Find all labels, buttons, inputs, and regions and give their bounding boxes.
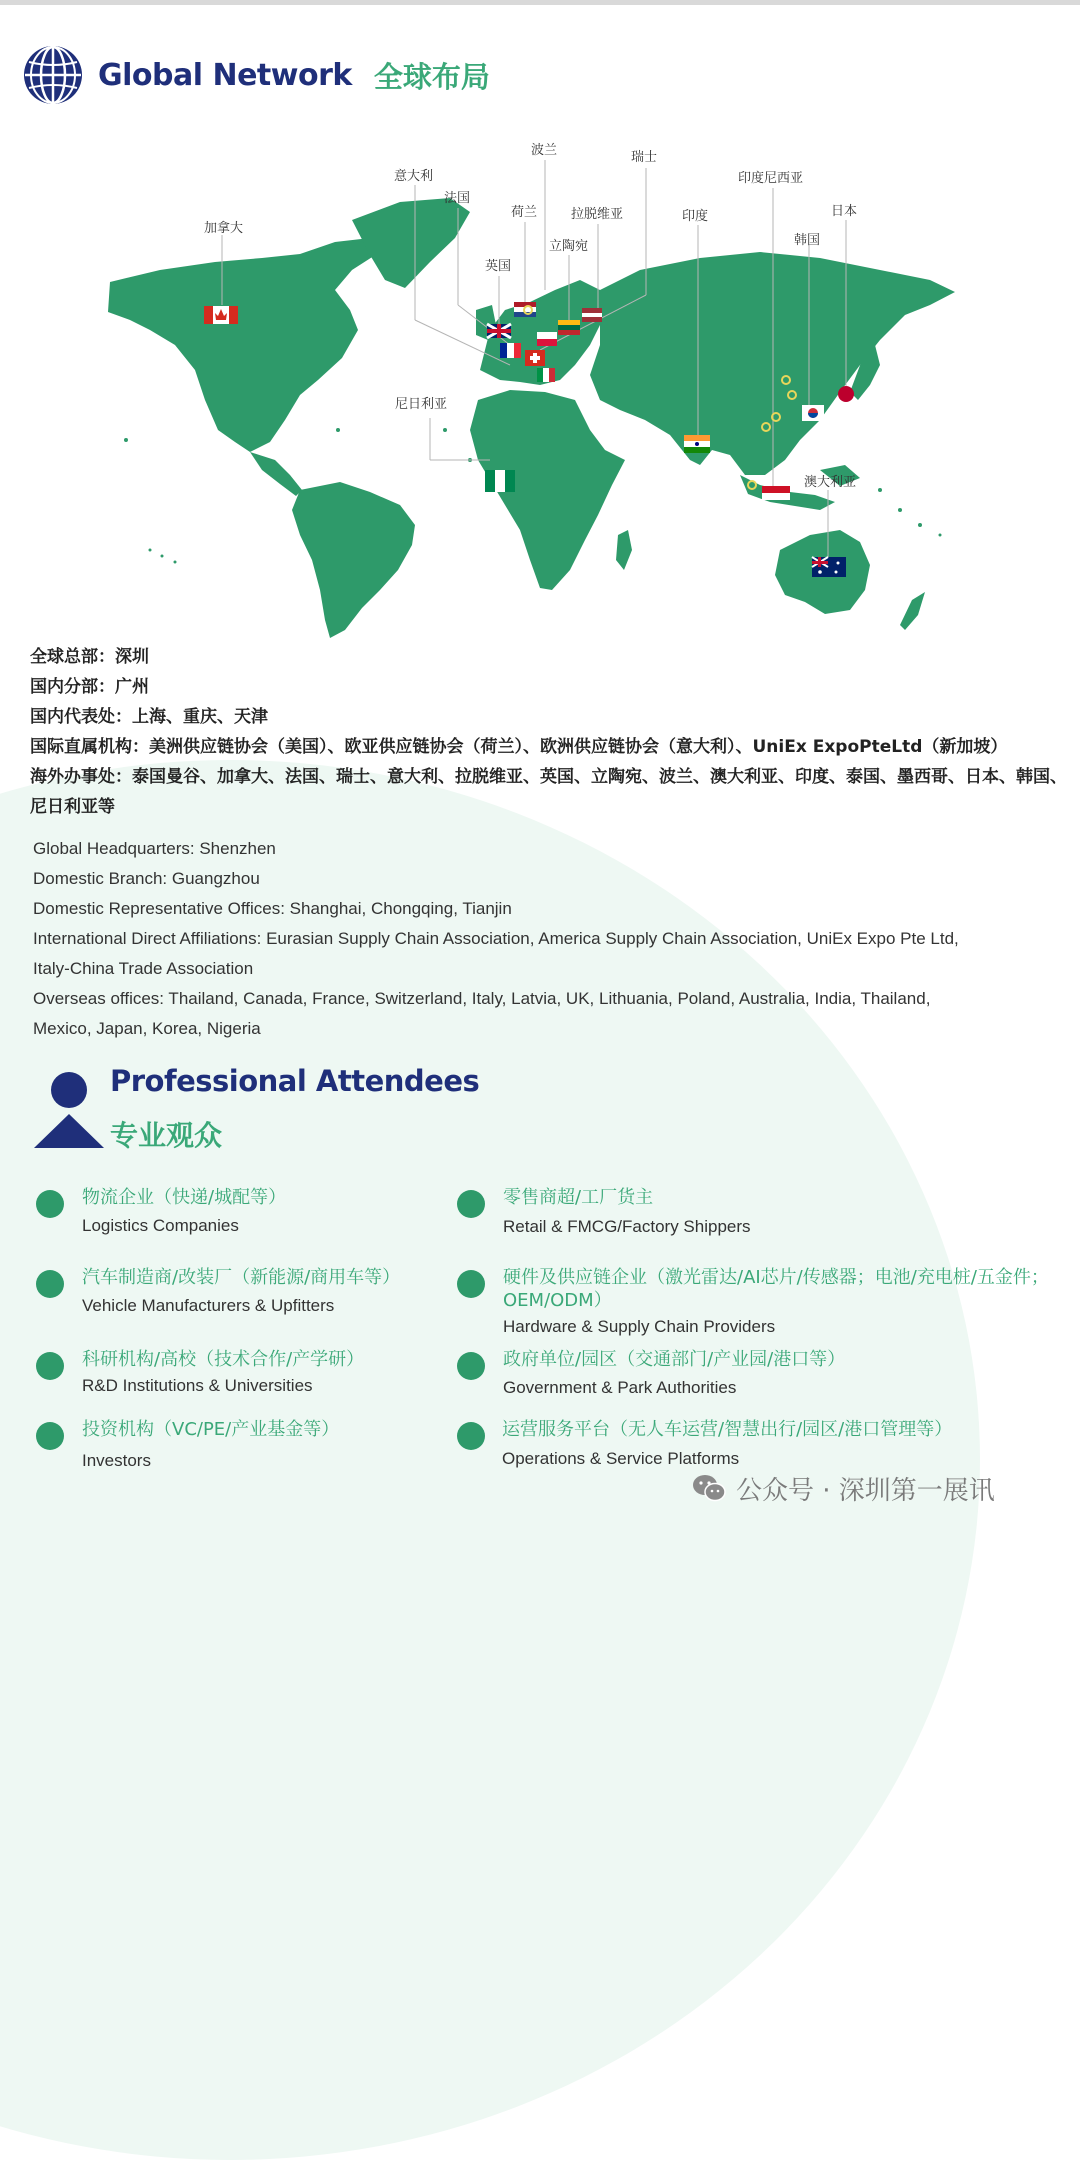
label-latvia: 拉脱维亚 xyxy=(571,207,624,222)
flag-australia xyxy=(812,557,846,577)
global-network-header xyxy=(22,42,490,108)
flag-uk xyxy=(487,324,511,338)
attendee-en: Retail & FMCG/Factory Shippers xyxy=(503,1217,751,1236)
flag-canada xyxy=(204,306,238,324)
attendees-title-en: Professional Attendees xyxy=(110,1064,480,1098)
bullet-dot xyxy=(457,1270,485,1298)
info-line-en: Domestic Branch: Guangzhou xyxy=(33,869,260,888)
person-icon-head xyxy=(51,1072,87,1108)
info-line-zh: 国内代表处：上海、重庆、天津 xyxy=(30,707,268,727)
section-title-zh: 全球布局 xyxy=(373,59,490,94)
label-korea: 韩国 xyxy=(794,233,821,248)
flag-poland xyxy=(537,332,557,346)
label-australia: 澳大利亚 xyxy=(804,475,857,490)
info-line-en: Global Headquarters: Shenzhen xyxy=(33,839,276,858)
attendee-en: Investors xyxy=(82,1451,151,1470)
flag-latvia xyxy=(582,308,602,322)
attendee-en: Logistics Companies xyxy=(82,1216,239,1235)
attendee-zh: 汽车制造商/改装厂（新能源/商用车等） xyxy=(82,1267,401,1288)
attendees-header xyxy=(34,1064,634,1164)
label-netherlands: 荷兰 xyxy=(511,205,538,220)
bullet-dot xyxy=(36,1190,64,1218)
attendees-title-zh: 专业观众 xyxy=(110,1119,223,1152)
info-line-en: Italy-China Trade Association xyxy=(33,959,254,978)
attendee-zh: 投资机构（VC/PE/产业基金等） xyxy=(82,1419,340,1440)
info-line-en: Overseas offices: Thailand, Canada, France, Switzerland, Italy, Latvia, UK, Lithuania, Poland, Australia, India, Thailand, xyxy=(33,989,931,1008)
network-info-zh xyxy=(30,642,1070,822)
attendee-en: R&D Institutions & Universities xyxy=(82,1376,313,1395)
watermark-text: 公众号 · 深圳第一展讯 xyxy=(736,1475,995,1506)
info-line-zh: 海外办事处：泰国曼谷、加拿大、法国、瑞士、意大利、拉脱维亚、英国、立陶宛、波兰、澳大利亚、印度、泰国、墨西哥、日本、韩国、 xyxy=(30,767,1067,787)
attendee-zh: 运营服务平台（无人车运营/智慧出行/园区/港口管理等） xyxy=(502,1419,953,1440)
flag-korea xyxy=(802,405,824,421)
label-switzerland: 瑞士 xyxy=(631,150,658,165)
attendee-zh-continued: OEM/ODM） xyxy=(503,1290,612,1311)
bullet-dot xyxy=(457,1190,485,1218)
label-indonesia: 印度尼西亚 xyxy=(738,171,804,186)
flag-italy xyxy=(537,368,555,382)
info-line-zh: 国内分部：广州 xyxy=(30,677,149,697)
network-info-en xyxy=(33,834,1053,1044)
attendee-zh: 物流企业（快递/城配等） xyxy=(82,1187,287,1208)
info-line-en: International Direct Affiliations: Eurasian Supply Chain Association, America Supply Chain Association, UniEx Expo Pte Ltd, xyxy=(33,929,959,948)
flag-india xyxy=(684,435,710,453)
attendee-zh: 零售商超/工厂货主 xyxy=(503,1187,654,1208)
flag-nigeria xyxy=(485,470,515,492)
flag-japan xyxy=(838,386,854,402)
bullet-dot xyxy=(36,1422,64,1450)
flag-indonesia xyxy=(762,486,790,500)
top-border xyxy=(0,0,1080,5)
person-icon-body xyxy=(34,1114,104,1148)
label-canada: 加拿大 xyxy=(204,221,244,236)
wechat-icon xyxy=(692,1474,726,1502)
label-nigeria: 尼日利亚 xyxy=(395,397,448,412)
info-line-zh: 国际直属机构：美洲供应链协会（美国）、欧亚供应链协会（荷兰）、欧洲供应链协会（意大利）、UniEx ExpoPteLtd（新加坡） xyxy=(30,737,1008,757)
label-poland: 波兰 xyxy=(531,143,558,158)
attendee-zh: 政府单位/园区（交通部门/产业园/港口等） xyxy=(503,1349,846,1370)
info-line-en: Domestic Representative Offices: Shanghai, Chongqing, Tianjin xyxy=(33,899,512,918)
world-map xyxy=(0,130,1080,650)
label-uk: 英国 xyxy=(485,259,512,274)
bullet-dot xyxy=(36,1352,64,1380)
attendee-en: Operations & Service Platforms xyxy=(502,1449,740,1468)
label-japan: 日本 xyxy=(831,204,858,219)
attendee-zh: 硬件及供应链企业（激光雷达/AI芯片/传感器；电池/充电桩/五金件； xyxy=(503,1267,1049,1288)
label-india: 印度 xyxy=(682,209,709,224)
info-line-zh: 全球总部：深圳 xyxy=(30,647,149,667)
bullet-dot xyxy=(36,1270,64,1298)
label-italy: 意大利 xyxy=(394,169,434,184)
globe-icon xyxy=(22,44,84,106)
info-line-zh: 尼日利亚等 xyxy=(30,797,115,817)
bullet-dot xyxy=(457,1352,485,1380)
attendee-en: Vehicle Manufacturers & Upfitters xyxy=(82,1296,335,1315)
attendee-zh: 科研机构/高校（技术合作/产学研） xyxy=(82,1349,365,1370)
attendee-en: Government & Park Authorities xyxy=(503,1378,737,1397)
flag-lithuania xyxy=(558,320,580,335)
info-line-en: Mexico, Japan, Korea, Nigeria xyxy=(33,1019,261,1038)
label-lithuania: 立陶宛 xyxy=(549,239,589,254)
attendee-en: Hardware & Supply Chain Providers xyxy=(503,1317,776,1336)
flag-switzerland xyxy=(525,350,545,366)
bullet-dot xyxy=(457,1422,485,1450)
label-france: 法国 xyxy=(444,191,471,206)
flag-france xyxy=(500,343,521,358)
section-title-en: Global Network xyxy=(98,57,352,93)
wechat-watermark xyxy=(692,1468,995,1508)
